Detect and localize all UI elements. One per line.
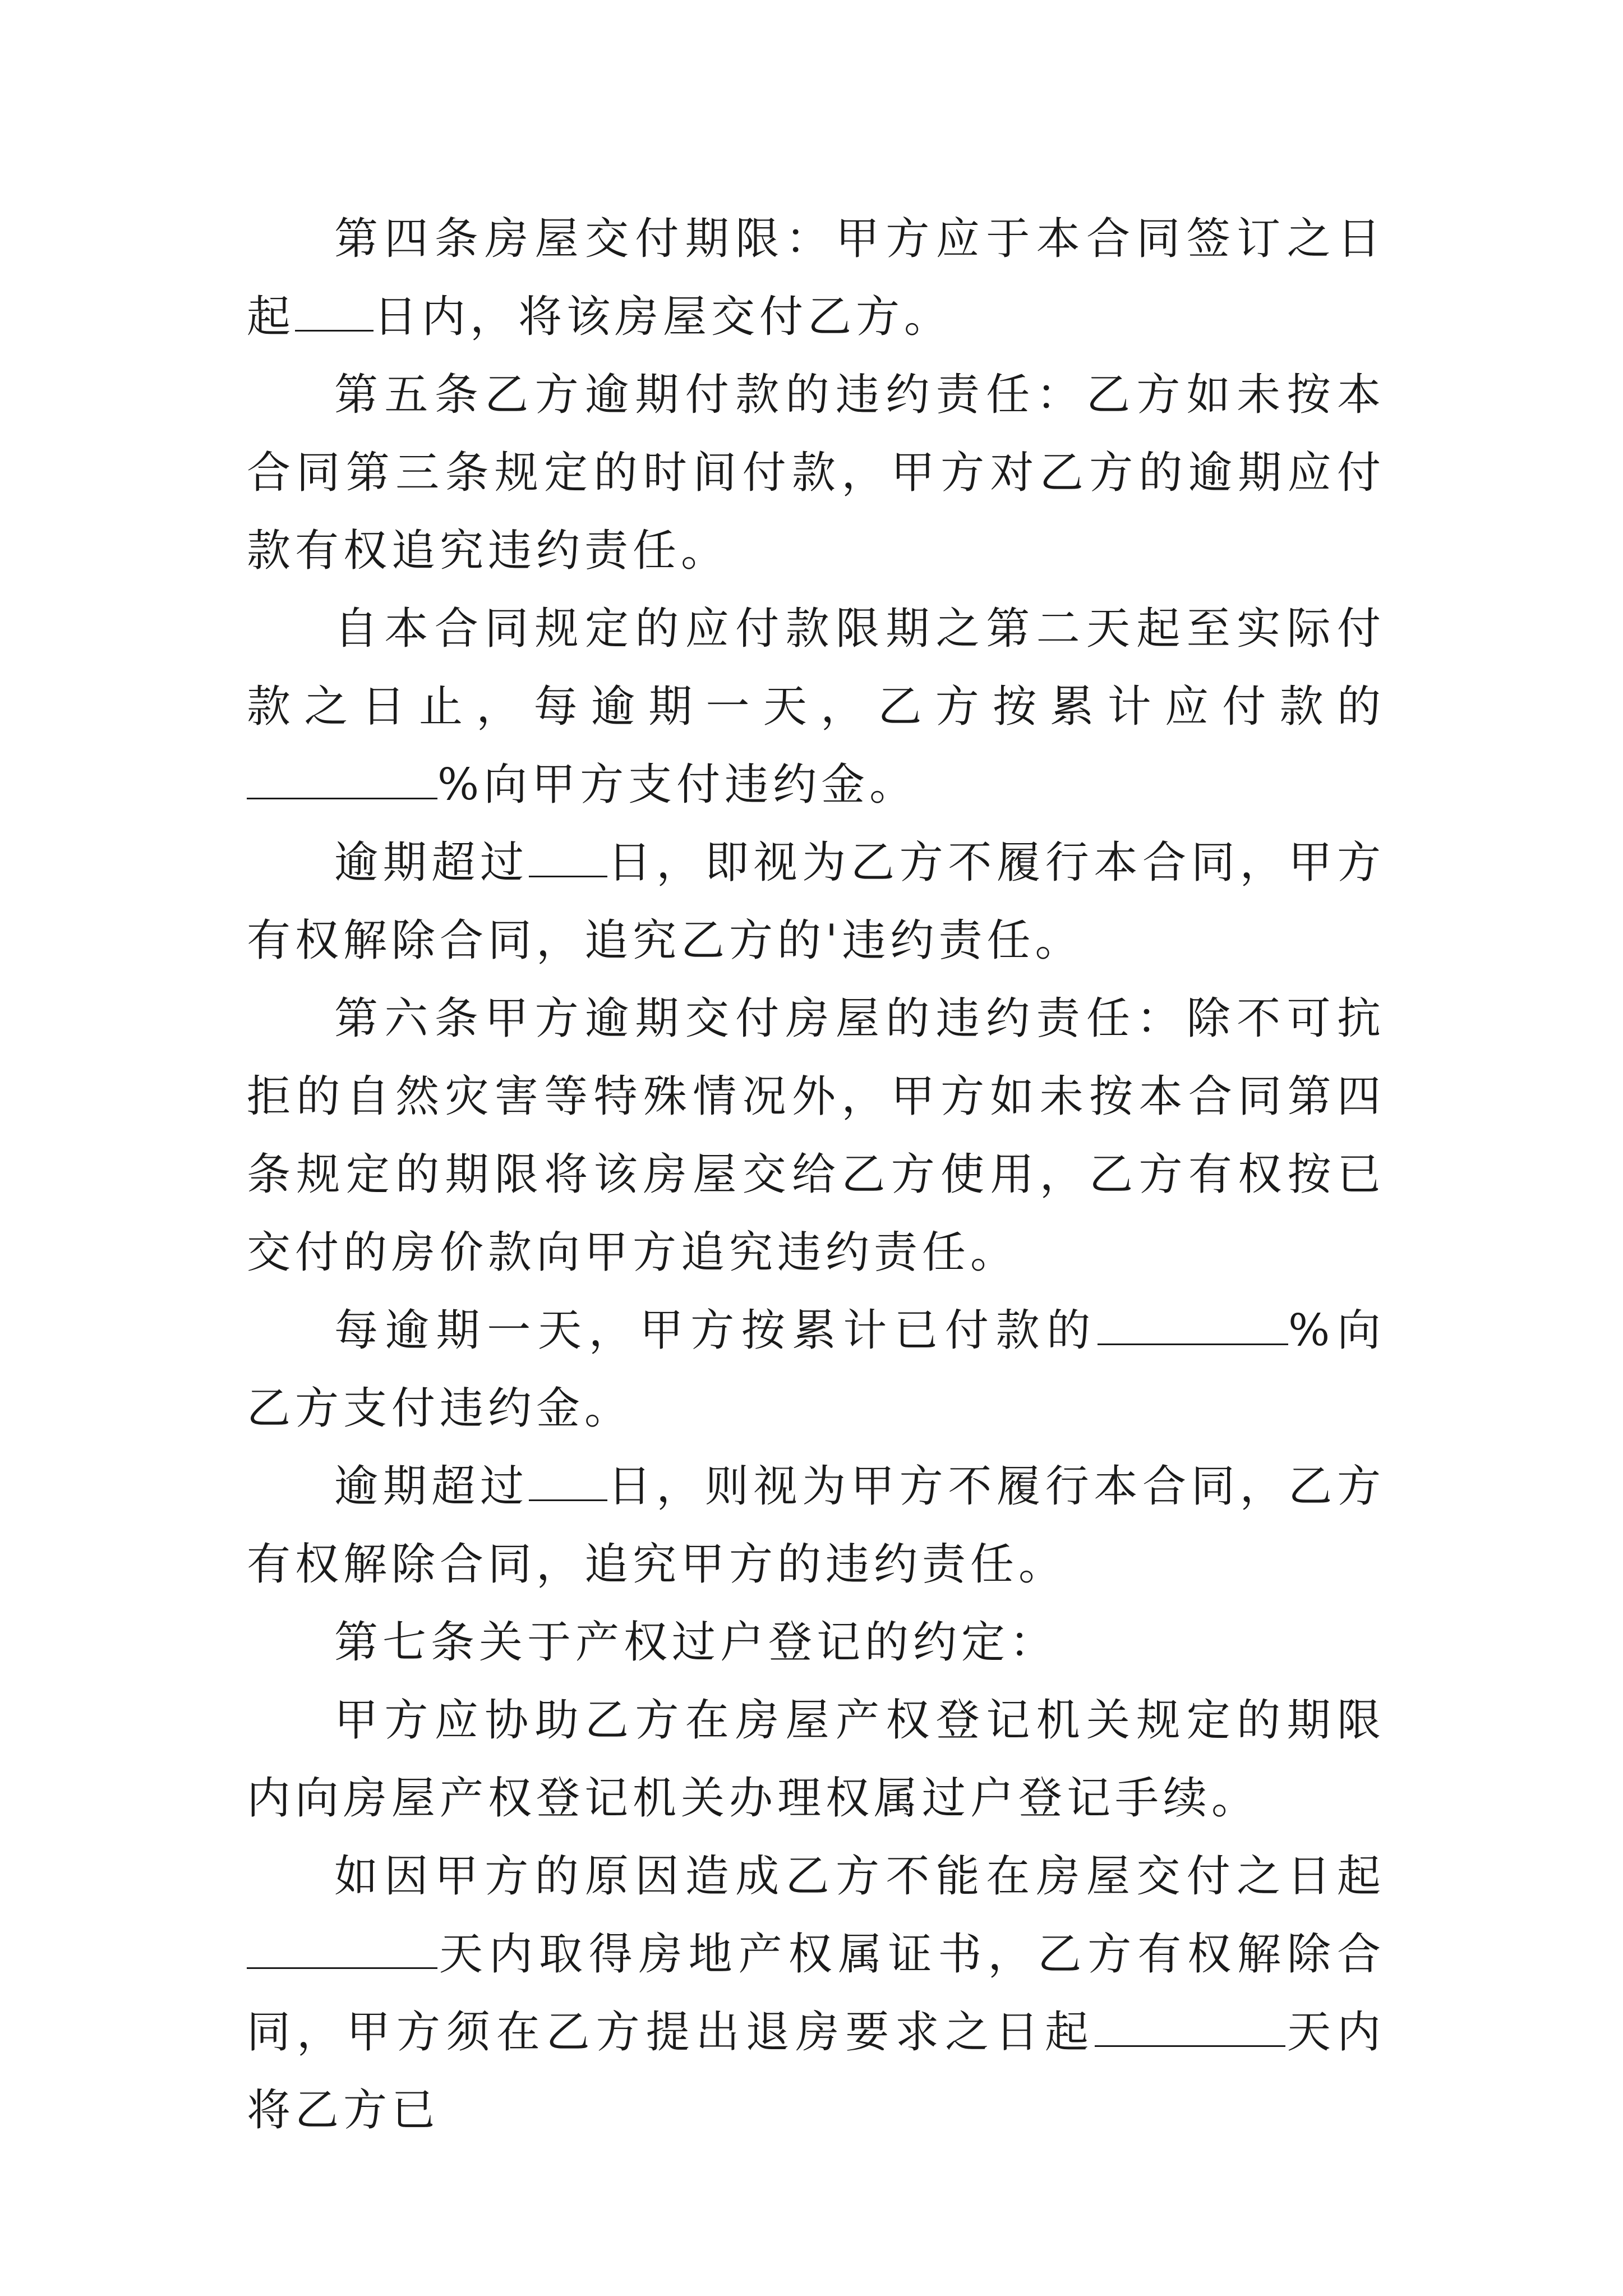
- paragraph-text: 如因甲方的原因造成乙方不能在房屋交付之日起: [334, 1851, 1385, 1902]
- contract-paragraph: [247, 1292, 1385, 1448]
- paragraph-text: %向甲方支付违约金。: [437, 760, 918, 810]
- paragraph-text: 逾期超过: [334, 1461, 529, 1512]
- paragraph-text: 逾期超过: [334, 838, 529, 888]
- fill-in-blank: [247, 1926, 437, 1969]
- paragraph-text: 日内，将该房屋交付乙方。: [374, 292, 953, 342]
- contract-paragraph: [247, 1604, 1385, 1682]
- fill-in-blank: [247, 756, 437, 799]
- paragraph-text: 每逾期一天，甲方按累计已付款的: [334, 1305, 1098, 1356]
- paragraph-text: 第六条甲方逾期交付房屋的违约责任：除不可抗拒的自然灾害等特殊情况外，甲方如未按本合同第四条规定的期限将该房屋交给乙方使用，乙方有权按已交付的房价款向甲方追究违约责任。: [247, 993, 1385, 1278]
- paragraph-text: 第四条房屋交付期限：甲方应于本合同签订之日起: [247, 214, 1385, 342]
- fill-in-blank: [529, 1458, 607, 1501]
- contract-paragraph: [247, 1682, 1385, 1838]
- paragraph-text: 自本合同规定的应付款限期之第二天起至实际付款之日止，每逾期一天，乙方按累计应付款的: [247, 604, 1385, 732]
- paragraph-text: 天内取得房地产权属证书，乙方有权解除合同，甲方须在乙方提出退房要求之日起: [247, 1929, 1385, 2058]
- paragraph-text: 甲方应协助乙方在房屋产权登记机关规定的期限内向房屋产权登记机关办理权属过户登记手续。: [247, 1695, 1385, 1824]
- contract-paragraph: [247, 200, 1385, 356]
- contract-paragraph: [247, 980, 1385, 1292]
- contract-paragraph: [247, 1838, 1385, 2150]
- fill-in-blank: [295, 288, 374, 332]
- contract-paragraph: [247, 1448, 1385, 1604]
- paragraph-text: 日，则视为甲方不履行本合同，乙方有权解除合同，追究甲方的违约责任。: [247, 1461, 1385, 1590]
- fill-in-blank: [1098, 1302, 1288, 1345]
- contract-paragraph: [247, 590, 1385, 824]
- contract-paragraph: [247, 356, 1385, 590]
- fill-in-blank: [1095, 2004, 1285, 2047]
- paragraph-text: 日，即视为乙方不履行本合同，甲方有权解除合同，追究乙方的'违约责任。: [247, 838, 1385, 966]
- paragraph-text: 第七条关于产权过户登记的约定：: [334, 1617, 1058, 1668]
- paragraph-text: 天内将乙方已: [247, 2007, 1385, 2136]
- paragraph-text: %向乙方支付违约金。: [247, 1305, 1385, 1434]
- document-body: [247, 200, 1385, 2150]
- contract-paragraph: [247, 824, 1385, 980]
- paragraph-text: 第五条乙方逾期付款的违约责任：乙方如未按本合同第三条规定的时间付款，甲方对乙方的逾期应付款有权追究违约责任。: [247, 370, 1385, 576]
- fill-in-blank: [529, 834, 607, 877]
